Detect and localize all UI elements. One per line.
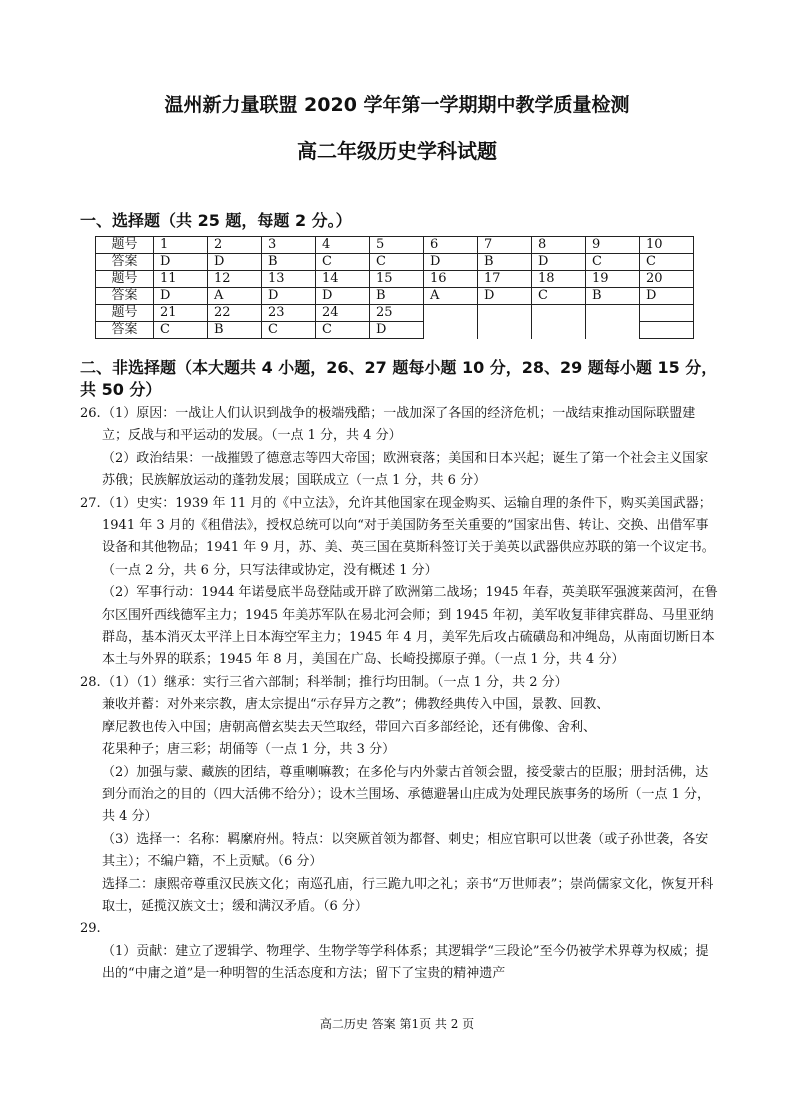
answer-cell: B <box>370 288 424 305</box>
answer-cell: C <box>640 254 694 271</box>
row-label: 答案 <box>96 322 154 339</box>
question-number-cell <box>478 305 532 322</box>
answer-27-1 <box>80 493 720 583</box>
question-number-cell: 7 <box>478 237 532 254</box>
question-number-cell: 2 <box>208 237 262 254</box>
answer-cell: C <box>370 254 424 271</box>
answer-cell: D <box>316 288 370 305</box>
answer-cell: C <box>316 254 370 271</box>
answer-28-1d: 花果种子；唐三彩；胡俑等（一点 1 分，共 3 分） <box>102 742 396 758</box>
answer-29-1: （1）贡献：建立了逻辑学、物理学、生物学等学科体系；其逻辑学“三段论”至今仍被学术界尊为权威；提出的“中庸之道”是一种明智的生活态度和方法；留下了宝贵的精神遗产 <box>102 943 709 982</box>
question-number-cell: 21 <box>154 305 208 322</box>
answer-cell <box>532 322 586 339</box>
question-number-cell: 18 <box>532 271 586 288</box>
exam-title: 温州新力量联盟 2020 学年第一学期期中教学质量检测 <box>164 94 630 116</box>
question-number-cell: 13 <box>262 271 316 288</box>
answer-cell: D <box>478 288 532 305</box>
question-number: 29. <box>80 921 101 937</box>
question-number-cell: 16 <box>424 271 478 288</box>
question-number: 26. <box>80 406 101 421</box>
answer-cell: C <box>316 322 370 339</box>
question-number-cell <box>424 305 478 322</box>
answer-cell: D <box>424 254 478 271</box>
answer-text: （1）史实：1939 年 11 月的《中立法》，允许其他国家在现金购买、运输自理的条件下，购买美国武器；1941 年 3 月的《租借法》，授权总统可以向“对于美国防务至关重要的”国家出售、转让、交换、出借军事设备和其他物品；1941 年 9 月，苏、美、英三国在莫斯科签订关于美英以武器供应苏联的第一个议定书。（一点 2 分，共 6 分，只写法律或协定，没有概述 1 分） <box>102 495 715 578</box>
answer-cell <box>478 322 532 339</box>
answer-cell: A <box>424 288 478 305</box>
answer-cell: D <box>208 254 262 271</box>
answer-28-1c: 摩尼教也传入中国；唐朝高僧玄奘去天竺取经，带回六百多部经论，还有佛像、舍利、 <box>102 719 597 735</box>
answer-row <box>96 288 694 305</box>
answer-text: （1）原因：一战让人们认识到战争的极端残酷；一战加深了各国的经济危机；一战结束推动国际联盟建立；反战与和平运动的发展。（一点 1 分，共 4 分） <box>102 406 696 444</box>
question-number-cell: 3 <box>262 237 316 254</box>
answer-cell: D <box>370 322 424 339</box>
question-number-cell: 25 <box>370 305 424 322</box>
question-number-cell: 20 <box>640 271 694 288</box>
answer-cell <box>586 322 640 339</box>
answer-row <box>96 322 694 339</box>
row-label: 答案 <box>96 254 154 271</box>
section1-heading: 一、选择题（共 25 题，每题 2 分。） <box>80 211 352 230</box>
row-label: 答案 <box>96 288 154 305</box>
answer-cell: C <box>532 288 586 305</box>
answer-28-1 <box>80 672 720 694</box>
question-number-cell: 1 <box>154 237 208 254</box>
answer-cell: A <box>208 288 262 305</box>
answer-table <box>95 236 694 339</box>
answer-cell: C <box>262 322 316 339</box>
question-number-cell: 11 <box>154 271 208 288</box>
answer-26-2: （2）政治结果：一战摧毁了德意志等四大帝国；欧洲衰落；美国和日本兴起；诞生了第一个社会主义国家苏俄；民族解放运动的蓬勃发展；国联成立（一点 1 分，共 6 分） <box>102 450 709 489</box>
question-number-cell: 19 <box>586 271 640 288</box>
question-number-cell: 14 <box>316 271 370 288</box>
exam-subtitle: 高二年级历史学科试题 <box>297 139 497 163</box>
answer-cell: D <box>154 254 208 271</box>
question-number-cell: 15 <box>370 271 424 288</box>
question-number-cell: 10 <box>640 237 694 254</box>
question-number-row <box>96 305 694 322</box>
answer-cell: C <box>586 254 640 271</box>
question-number-cell: 22 <box>208 305 262 322</box>
answer-cell: D <box>262 288 316 305</box>
question-number-cell: 23 <box>262 305 316 322</box>
question-number-cell <box>586 305 640 322</box>
answer-28-3a: （3）选择一：名称：羁縻府州。特点：以突厥首领为都督、刺史；相应官职可以世袭（或子孙世袭，各安其主）；不编户籍，不上贡赋。（6 分） <box>102 831 709 870</box>
answer-cell: D <box>154 288 208 305</box>
question-number-cell: 24 <box>316 305 370 322</box>
answer-row <box>96 254 694 271</box>
section2-heading: 二、非选择题（本大题共 4 小题，26、27 题每小题 10 分，28、29 题每小题 15 分，共 50 分） <box>80 358 718 399</box>
answer-26-1 <box>80 403 720 448</box>
answer-cell: D <box>640 288 694 305</box>
question-number: 28. <box>80 674 101 690</box>
question-number-cell: 12 <box>208 271 262 288</box>
answer-cell: B <box>208 322 262 339</box>
answer-cell: D <box>532 254 586 271</box>
answer-cell: B <box>262 254 316 271</box>
question-number-cell: 6 <box>424 237 478 254</box>
answer-28-3b: 选择二：康熙帝尊重汉民族文化；南巡孔庙，行三跪九叩之礼；亲书“万世师表”；崇尚儒家文化，恢复开科取士，延揽汉族文士；缓和满汉矛盾。（6 分） <box>102 876 714 914</box>
row-label: 题号 <box>96 237 154 254</box>
question-number-cell: 4 <box>316 237 370 254</box>
answer-cell: B <box>586 288 640 305</box>
answer-28-1b: 兼收并蓄：对外来宗教，唐太宗提出“示存异方之教”；佛教经典传入中国，景教、回教、 <box>102 697 610 713</box>
answer-cell <box>424 322 478 339</box>
answer-cell <box>640 322 694 339</box>
question-number-cell: 17 <box>478 271 532 288</box>
row-label: 题号 <box>96 271 154 288</box>
question-29 <box>80 918 720 940</box>
row-label: 题号 <box>96 305 154 322</box>
question-number-cell: 9 <box>586 237 640 254</box>
answer-27-2: （2）军事行动：1944 年诺曼底半岛登陆或开辟了欧洲第二战场；1945 年春，英美联军强渡莱茵河，在鲁尔区围歼西线德军主力；1945 年美苏军队在易北河会师；到 1945 年初，美军收复菲律宾群岛、马里亚纳群岛，基本消灭太平洋上日本海空军主力；1945 年 4 月，美军先后攻占硫磺岛和冲绳岛，从南面切断日本本土与外界的联系；1945 年 8 月，美国在广岛、长崎投掷原子弹。（一点 1 分，共 4 分） <box>102 585 718 668</box>
answer-28-2: （2）加强与蒙、藏族的团结，尊重喇嘛教；在多伦与内外蒙古首领会盟，接受蒙古的臣服；册封活佛，达到分而治之的目的（四大活佛不给分）；设木兰围场、承德避暑山庄成为处理民族事务的场所（一点 1 分，共 4 分） <box>102 764 711 825</box>
question-number-cell: 8 <box>532 237 586 254</box>
question-number-row <box>96 237 694 254</box>
question-number-cell <box>640 305 694 322</box>
question-number-row <box>96 271 694 288</box>
answer-body <box>80 403 720 986</box>
question-number-cell: 5 <box>370 237 424 254</box>
answer-text: （1）（1）继承：实行三省六部制；科举制；推行均田制。（一点 1 分，共 2 分） <box>102 674 568 690</box>
answer-cell: B <box>478 254 532 271</box>
page-footer: 高二历史 答案 第1页 共 2 页 <box>319 1017 475 1031</box>
question-number-cell <box>532 305 586 322</box>
answer-cell: C <box>154 322 208 339</box>
question-number: 27. <box>80 495 101 511</box>
